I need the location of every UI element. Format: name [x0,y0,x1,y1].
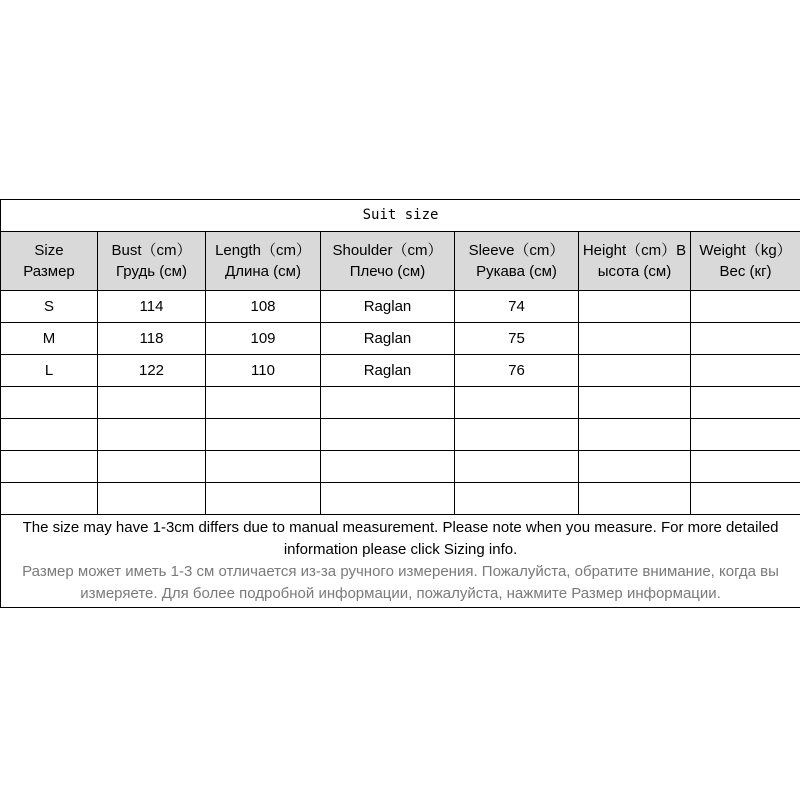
column-header [98,232,206,291]
table-cell [579,451,691,483]
table-cell [321,387,455,419]
table-cell: Raglan [321,323,455,355]
table-cell [579,387,691,419]
table-row [1,387,800,419]
column-header-line1: Bust（cm） [111,242,192,259]
table-cell: M [1,323,98,355]
table-cell [455,451,579,483]
table-row [1,291,800,323]
column-header [1,232,98,291]
table-cell [579,291,691,323]
table-cell [98,451,206,483]
table-cell [579,323,691,355]
table-cell [1,483,98,515]
table-body [1,291,800,515]
table-cell: 109 [206,323,321,355]
size-chart [0,199,800,608]
table-cell [691,355,800,387]
table-cell [98,387,206,419]
note-russian: Размер может иметь 1-3 см отличается из-за ручного измерения. Пожалуйста, обратите внимание, когда вы измеряете. Для более подробной информации, пожалуйста, нажмите Размер информации. [22,563,779,602]
table-cell [321,419,455,451]
column-header-line2: Рукава (см) [476,263,557,280]
table-cell [455,419,579,451]
table-title: Suit size [1,200,800,232]
table-cell: S [1,291,98,323]
column-header-line1: Weight（kg） [699,242,792,259]
title-row [1,200,800,232]
table-cell [691,387,800,419]
table-cell: 122 [98,355,206,387]
column-header [455,232,579,291]
table-row [1,419,800,451]
table-row [1,483,800,515]
table-cell [455,483,579,515]
table-cell [206,451,321,483]
column-header [579,232,691,291]
column-header-line1: Height（cm）В [582,242,687,259]
table-cell [1,451,98,483]
measurement-note [1,515,800,608]
column-header-line2: Длина (см) [225,263,301,280]
table-cell: 74 [455,291,579,323]
table-cell [579,483,691,515]
table-cell: Raglan [321,355,455,387]
table-cell [321,483,455,515]
table-cell [691,419,800,451]
table-cell [1,387,98,419]
column-header-line2: Плечо (см) [349,263,426,280]
table-cell: 76 [455,355,579,387]
table-cell [455,387,579,419]
column-header [321,232,455,291]
column-header-line2: Грудь (см) [116,263,187,280]
column-header-line1: Shoulder（cm） [332,242,443,259]
table-cell [1,419,98,451]
column-header-line2: Размер [23,263,75,280]
table-cell: 118 [98,323,206,355]
column-header-line1: Size [34,242,64,259]
column-header-line1: Sleeve（cm） [468,242,565,259]
table-row [1,355,800,387]
table-cell: 110 [206,355,321,387]
table-cell [206,419,321,451]
note-row [1,515,800,608]
column-header [206,232,321,291]
table-row [1,451,800,483]
table-cell: L [1,355,98,387]
table-cell [321,451,455,483]
table-cell [579,355,691,387]
table-cell [98,419,206,451]
table-cell [691,323,800,355]
table-cell [691,451,800,483]
table-cell: 108 [206,291,321,323]
table-cell: 75 [455,323,579,355]
column-header-line1: Length（cm） [215,242,311,259]
column-header-line2: ысота (см) [597,263,672,280]
table-cell [206,483,321,515]
note-english: The size may have 1-3cm differs due to manual measurement. Please note when you measure. For more detailed information please click Sizing info. [22,519,779,558]
table-cell [98,483,206,515]
table-row [1,323,800,355]
column-header-line2: Вес (кг) [719,263,772,280]
table-cell [579,419,691,451]
table-cell [691,291,800,323]
table-cell: 114 [98,291,206,323]
table-cell [691,483,800,515]
table-cell [206,387,321,419]
column-header [691,232,800,291]
size-table [0,199,800,608]
header-row [1,232,800,291]
table-cell: Raglan [321,291,455,323]
